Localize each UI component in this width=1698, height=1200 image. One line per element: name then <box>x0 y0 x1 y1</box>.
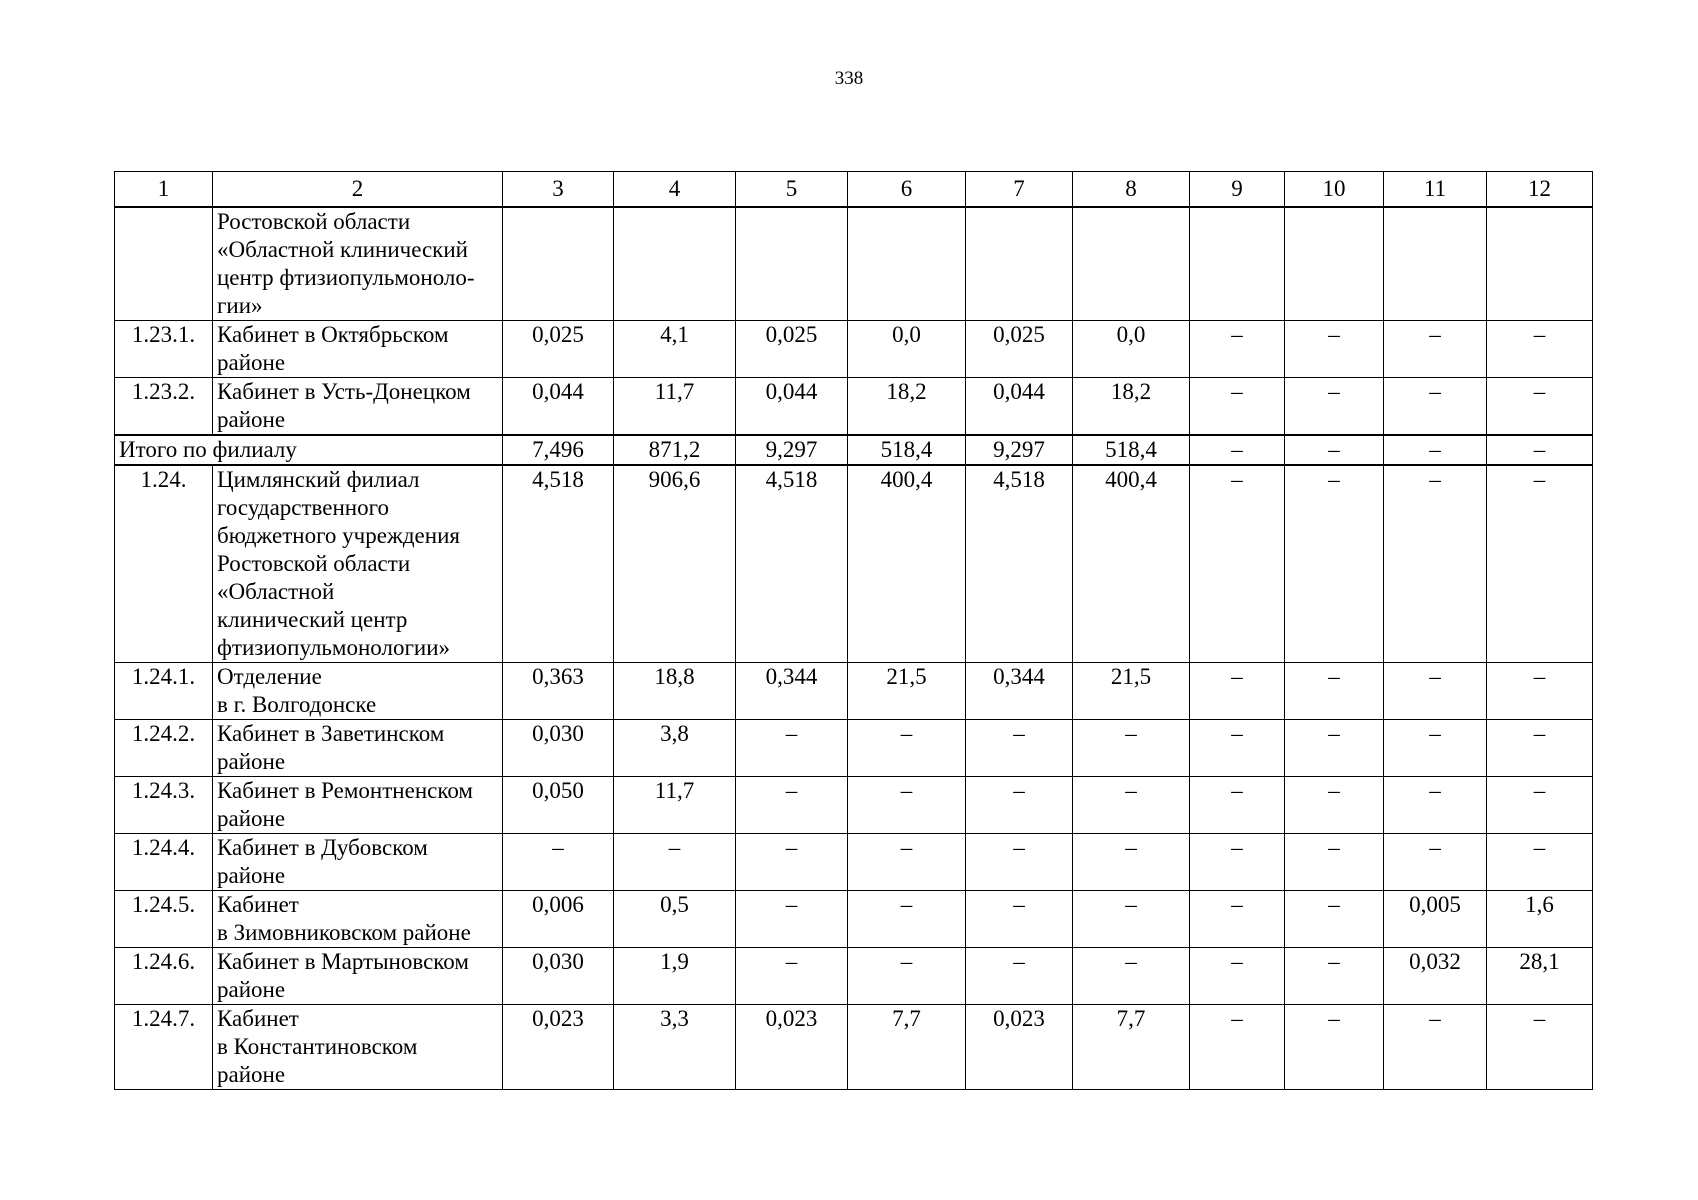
cell-value: – <box>1384 321 1487 378</box>
cell-value: 1,9 <box>614 948 736 1005</box>
cell-value: 28,1 <box>1487 948 1593 1005</box>
row-name-line: гии» <box>217 293 263 318</box>
cell-value: 0,050 <box>503 777 614 834</box>
cell-value: – <box>1073 777 1190 834</box>
row-number <box>115 207 213 321</box>
cell-value: – <box>1384 720 1487 777</box>
cell-value: 0,044 <box>966 378 1073 436</box>
row-name-line: Кабинет в Заветинском <box>217 721 445 746</box>
cell-value <box>1487 207 1593 321</box>
cell-value: – <box>736 834 848 891</box>
cell-value <box>966 207 1073 321</box>
column-header: 12 <box>1487 172 1593 208</box>
row-name-line: Кабинет <box>217 1006 299 1031</box>
row-name-line: клинический центр <box>217 607 408 632</box>
cell-value: – <box>1487 1005 1593 1090</box>
cell-value: – <box>1487 435 1593 465</box>
cell-value: 0,363 <box>503 663 614 720</box>
cell-value: – <box>1190 378 1285 436</box>
column-header: 3 <box>503 172 614 208</box>
cell-value: 1,6 <box>1487 891 1593 948</box>
column-header: 2 <box>213 172 503 208</box>
row-name <box>213 834 503 891</box>
row-name-line: «Областной <box>217 579 335 604</box>
row-name-line: Кабинет в Дубовском <box>217 835 428 860</box>
cell-value <box>1285 207 1384 321</box>
cell-value: – <box>1190 891 1285 948</box>
column-header: 8 <box>1073 172 1190 208</box>
cell-value: – <box>1285 720 1384 777</box>
cell-value: – <box>1190 321 1285 378</box>
row-name-line: районе <box>217 806 286 831</box>
cell-value: – <box>1487 720 1593 777</box>
cell-value: – <box>1190 465 1285 663</box>
row-number: 1.24.6. <box>115 948 213 1005</box>
row-name <box>213 207 503 321</box>
total-row <box>115 435 1593 465</box>
cell-value: 11,7 <box>614 777 736 834</box>
row-name-line: Ростовской области <box>217 209 411 234</box>
row-name-line: Ростовской области <box>217 551 411 576</box>
table-row <box>115 834 1593 891</box>
cell-value: 0,025 <box>966 321 1073 378</box>
data-table <box>114 171 1593 1090</box>
cell-value: 0,344 <box>736 663 848 720</box>
cell-value: 21,5 <box>848 663 966 720</box>
cell-value: – <box>966 891 1073 948</box>
row-name-line: районе <box>217 1062 286 1087</box>
column-header: 6 <box>848 172 966 208</box>
cell-value: – <box>1285 378 1384 436</box>
cell-value: 0,0 <box>848 321 966 378</box>
cell-value: – <box>1073 720 1190 777</box>
row-name-line: в Зимовниковском районе <box>217 920 471 945</box>
cell-value: 7,496 <box>503 435 614 465</box>
row-name <box>213 891 503 948</box>
cell-value: – <box>1487 663 1593 720</box>
row-number: 1.23.1. <box>115 321 213 378</box>
cell-value: 4,518 <box>966 465 1073 663</box>
cell-value: 871,2 <box>614 435 736 465</box>
cell-value <box>1190 207 1285 321</box>
cell-value: – <box>1487 321 1593 378</box>
cell-value: 18,8 <box>614 663 736 720</box>
cell-value: – <box>1190 1005 1285 1090</box>
cell-value: 4,518 <box>503 465 614 663</box>
cell-value <box>1073 207 1190 321</box>
cell-value: 0,0 <box>1073 321 1190 378</box>
cell-value: – <box>1285 435 1384 465</box>
cell-value: – <box>1384 777 1487 834</box>
cell-value: – <box>1285 1005 1384 1090</box>
row-name <box>213 948 503 1005</box>
row-name-line: районе <box>217 749 286 774</box>
cell-value: – <box>1487 834 1593 891</box>
cell-value: 4,1 <box>614 321 736 378</box>
row-name <box>213 465 503 663</box>
cell-value: – <box>1384 834 1487 891</box>
row-number: 1.24.3. <box>115 777 213 834</box>
cell-value: – <box>1384 1005 1487 1090</box>
cell-value: – <box>1190 663 1285 720</box>
cell-value: – <box>966 834 1073 891</box>
cell-value: – <box>966 720 1073 777</box>
row-name-line: Кабинет в Усть-Донецком <box>217 379 471 404</box>
cell-value: 0,044 <box>503 378 614 436</box>
cell-value: 3,3 <box>614 1005 736 1090</box>
cell-value: 18,2 <box>848 378 966 436</box>
cell-value <box>503 207 614 321</box>
cell-value: – <box>1190 834 1285 891</box>
column-header: 4 <box>614 172 736 208</box>
row-name-line: фтизиопульмонологии» <box>217 635 451 660</box>
column-header: 11 <box>1384 172 1487 208</box>
row-name-line: районе <box>217 407 286 432</box>
cell-value: 9,297 <box>966 435 1073 465</box>
cell-value: 0,030 <box>503 948 614 1005</box>
cell-value: – <box>1285 948 1384 1005</box>
row-name <box>213 777 503 834</box>
cell-value: – <box>1285 321 1384 378</box>
cell-value: – <box>1285 663 1384 720</box>
row-name-line: районе <box>217 977 286 1002</box>
total-label: Итого по филиалу <box>115 435 503 465</box>
cell-value: – <box>1285 891 1384 948</box>
cell-value <box>736 207 848 321</box>
table-row <box>115 777 1593 834</box>
cell-value: – <box>1073 834 1190 891</box>
cell-value: 0,023 <box>966 1005 1073 1090</box>
table-row <box>115 207 1593 321</box>
column-header: 9 <box>1190 172 1285 208</box>
page-number: 338 <box>834 68 864 89</box>
table-row <box>115 720 1593 777</box>
cell-value: – <box>1285 834 1384 891</box>
cell-value: – <box>1487 777 1593 834</box>
cell-value: – <box>614 834 736 891</box>
row-name-line: в Константиновском <box>217 1034 418 1059</box>
table-row <box>115 891 1593 948</box>
table-body <box>115 172 1593 1090</box>
cell-value: 3,8 <box>614 720 736 777</box>
cell-value: – <box>966 948 1073 1005</box>
cell-value: – <box>1073 891 1190 948</box>
cell-value: – <box>736 720 848 777</box>
row-name <box>213 321 503 378</box>
row-number: 1.24.5. <box>115 891 213 948</box>
row-number: 1.24.7. <box>115 1005 213 1090</box>
row-name-line: Цимлянский филиал <box>217 467 420 492</box>
row-name-line: Кабинет в Мартыновском <box>217 949 469 974</box>
cell-value: 0,023 <box>503 1005 614 1090</box>
cell-value: – <box>1285 465 1384 663</box>
cell-value: 0,5 <box>614 891 736 948</box>
cell-value: 0,030 <box>503 720 614 777</box>
cell-value: 400,4 <box>1073 465 1190 663</box>
row-name-line: в г. Волгодонске <box>217 692 377 717</box>
cell-value: 21,5 <box>1073 663 1190 720</box>
row-number: 1.24.1. <box>115 663 213 720</box>
cell-value <box>614 207 736 321</box>
cell-value: 4,518 <box>736 465 848 663</box>
cell-value: – <box>1190 777 1285 834</box>
cell-value: – <box>848 777 966 834</box>
column-header: 5 <box>736 172 848 208</box>
cell-value: 518,4 <box>1073 435 1190 465</box>
cell-value: 0,344 <box>966 663 1073 720</box>
cell-value: 518,4 <box>848 435 966 465</box>
table-row <box>115 321 1593 378</box>
cell-value: 400,4 <box>848 465 966 663</box>
row-number: 1.24.4. <box>115 834 213 891</box>
row-name <box>213 663 503 720</box>
cell-value: 0,006 <box>503 891 614 948</box>
row-name-line: Кабинет <box>217 892 299 917</box>
row-name-line: районе <box>217 863 286 888</box>
cell-value: – <box>1384 663 1487 720</box>
cell-value: – <box>736 891 848 948</box>
cell-value: – <box>1487 378 1593 436</box>
header-row <box>115 172 1593 208</box>
cell-value: – <box>966 777 1073 834</box>
cell-value: 9,297 <box>736 435 848 465</box>
cell-value: 18,2 <box>1073 378 1190 436</box>
cell-value: – <box>848 891 966 948</box>
cell-value: – <box>848 720 966 777</box>
table-row <box>115 948 1593 1005</box>
cell-value: – <box>1384 465 1487 663</box>
row-name-line: Кабинет в Октябрьском <box>217 322 449 347</box>
cell-value: – <box>1190 948 1285 1005</box>
row-name-line: «Областной клинический <box>217 237 468 262</box>
row-name-line: центр фтизиопульмоноло- <box>217 265 475 290</box>
cell-value: 906,6 <box>614 465 736 663</box>
column-header: 1 <box>115 172 213 208</box>
cell-value: 7,7 <box>1073 1005 1190 1090</box>
table-row <box>115 1005 1593 1090</box>
cell-value: – <box>736 948 848 1005</box>
cell-value: 0,023 <box>736 1005 848 1090</box>
cell-value: 0,025 <box>503 321 614 378</box>
row-name-line: Кабинет в Ремонтненском <box>217 778 473 803</box>
row-number: 1.24.2. <box>115 720 213 777</box>
cell-value: – <box>1384 378 1487 436</box>
cell-value: – <box>848 948 966 1005</box>
row-name-line: бюджетного учреждения <box>217 523 460 548</box>
cell-value: – <box>1487 465 1593 663</box>
table-row <box>115 378 1593 436</box>
cell-value <box>848 207 966 321</box>
row-name <box>213 1005 503 1090</box>
cell-value: 7,7 <box>848 1005 966 1090</box>
cell-value: 11,7 <box>614 378 736 436</box>
row-number: 1.24. <box>115 465 213 663</box>
row-name-line: районе <box>217 350 286 375</box>
cell-value: 0,032 <box>1384 948 1487 1005</box>
cell-value: 0,044 <box>736 378 848 436</box>
row-number: 1.23.2. <box>115 378 213 436</box>
table-row <box>115 663 1593 720</box>
cell-value: – <box>1190 720 1285 777</box>
table-row <box>115 465 1593 663</box>
cell-value: – <box>736 777 848 834</box>
cell-value: – <box>1073 948 1190 1005</box>
row-name-line: государственного <box>217 495 389 520</box>
cell-value: – <box>1384 435 1487 465</box>
row-name-line: Отделение <box>217 664 322 689</box>
cell-value: 0,025 <box>736 321 848 378</box>
cell-value: – <box>848 834 966 891</box>
row-name <box>213 378 503 436</box>
cell-value <box>1384 207 1487 321</box>
cell-value: – <box>1285 777 1384 834</box>
cell-value: 0,005 <box>1384 891 1487 948</box>
column-header: 7 <box>966 172 1073 208</box>
row-name <box>213 720 503 777</box>
cell-value: – <box>503 834 614 891</box>
column-header: 10 <box>1285 172 1384 208</box>
cell-value: – <box>1190 435 1285 465</box>
